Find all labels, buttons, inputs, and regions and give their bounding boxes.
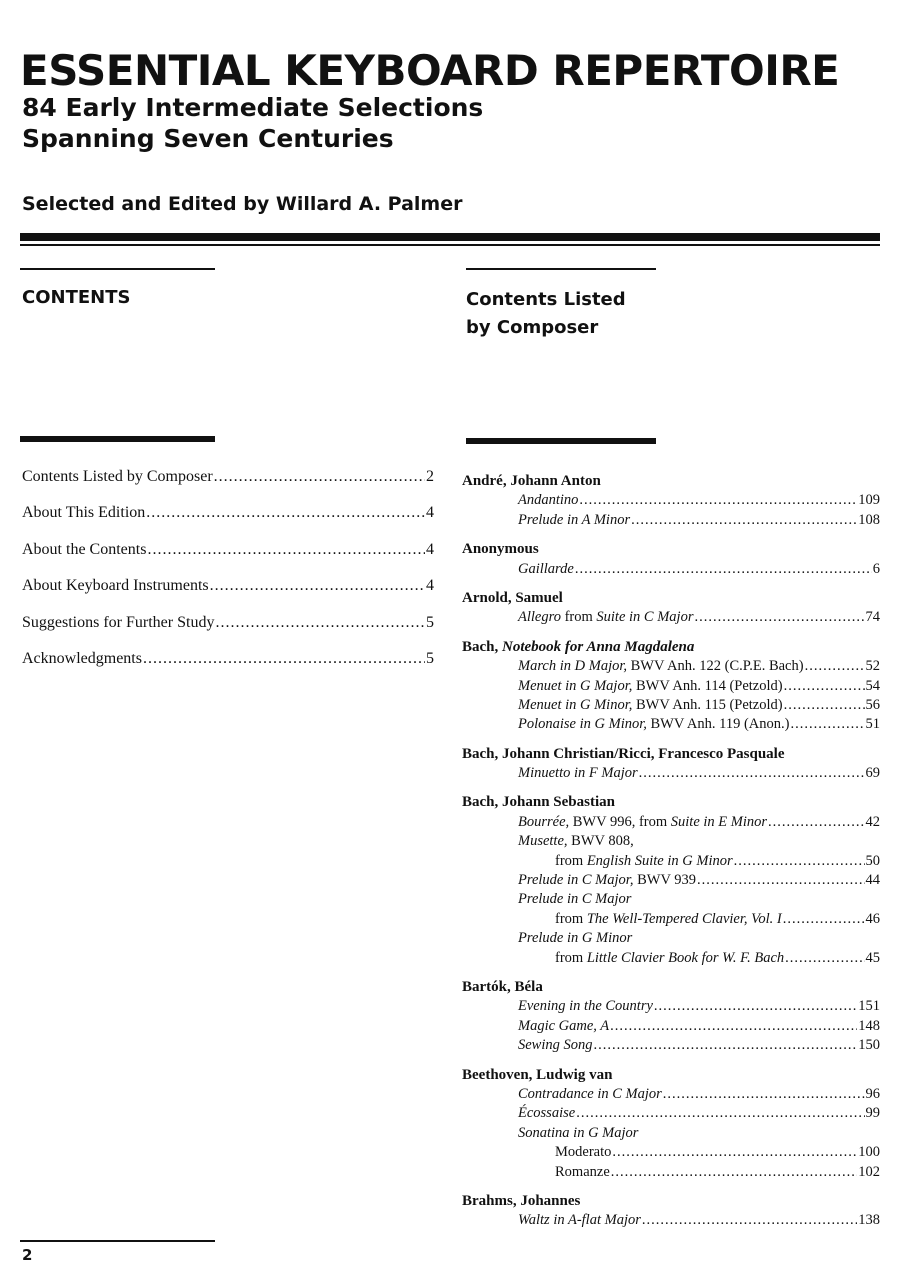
piece-italic: Little Clavier Book for W. F. Bach bbox=[586, 949, 785, 966]
composer-name-italic: Notebook for Anna Magdalena bbox=[502, 638, 695, 655]
leader-dots bbox=[210, 577, 425, 595]
book-subtitle-line1: 84 Early Intermediate Selections bbox=[22, 93, 484, 122]
piece-entry bbox=[462, 832, 880, 851]
composer-heading-line1: Contents Listed bbox=[466, 289, 626, 310]
leader-dots bbox=[147, 541, 425, 559]
piece-text: BWV 939 bbox=[633, 872, 697, 889]
leader-dots bbox=[576, 1104, 864, 1123]
piece-entry bbox=[462, 949, 880, 968]
leader-dots bbox=[697, 871, 864, 890]
toc-item-label: Contents Listed by Composer bbox=[22, 468, 213, 485]
piece-page: 109 bbox=[858, 492, 880, 509]
leader-dots bbox=[594, 1036, 858, 1055]
piece-title bbox=[518, 890, 631, 909]
composer-name bbox=[462, 638, 880, 657]
composer-heading-line2: by Composer bbox=[466, 317, 599, 338]
toc-item-label: About Keyboard Instruments bbox=[22, 577, 209, 595]
editor-credit: Selected and Edited by Willard A. Palmer bbox=[22, 193, 463, 215]
piece-entry bbox=[462, 696, 880, 715]
toc-item bbox=[22, 577, 434, 613]
piece-text: BWV Anh. 122 (C.P.E. Bach) bbox=[627, 658, 804, 675]
leader-dots bbox=[783, 910, 865, 929]
piece-title bbox=[518, 832, 634, 851]
piece-title bbox=[518, 764, 638, 783]
piece-page: 102 bbox=[858, 1163, 880, 1180]
piece-italic: Sonatina in G Major bbox=[518, 1124, 639, 1141]
composer-name: Bach, Johann Christian/Ricci, Francesco Pasquale bbox=[462, 745, 785, 762]
leader-dots bbox=[610, 1017, 857, 1036]
group-gap bbox=[462, 783, 880, 793]
piece-entry bbox=[462, 764, 880, 783]
piece-italic: Prelude in C Major, bbox=[518, 872, 634, 889]
piece-italic: Suite in C Major bbox=[596, 609, 694, 626]
group-gap bbox=[462, 628, 880, 638]
piece-entry bbox=[462, 677, 880, 696]
piece-page: 138 bbox=[858, 1212, 880, 1229]
piece-title bbox=[555, 910, 782, 929]
piece-entry bbox=[462, 1085, 880, 1104]
composer-name-plain: Bach, bbox=[462, 638, 503, 655]
piece-italic: Sewing Song bbox=[518, 1037, 593, 1054]
piece-italic: Contradance in C Major bbox=[518, 1085, 662, 1102]
piece-entry bbox=[462, 608, 880, 627]
composer-list bbox=[462, 472, 880, 1231]
toc-item bbox=[22, 650, 434, 686]
book-subtitle-line2: Spanning Seven Centuries bbox=[22, 124, 394, 153]
piece-italic: Bourrée, bbox=[518, 813, 570, 830]
composer-bottom-rule bbox=[466, 438, 656, 444]
piece-italic: Menuet in G Minor, bbox=[518, 696, 633, 713]
piece-title bbox=[518, 813, 767, 832]
piece-title bbox=[518, 608, 693, 627]
group-gap bbox=[462, 1056, 880, 1066]
piece-italic: Prelude in A Minor bbox=[518, 511, 631, 528]
contents-top-rule bbox=[20, 268, 215, 270]
piece-italic: March in D Major, bbox=[518, 658, 628, 675]
piece-page: 99 bbox=[865, 1105, 880, 1122]
composer-name: Arnold, Samuel bbox=[462, 589, 563, 606]
composer-name: Beethoven, Ludwig van bbox=[462, 1066, 613, 1083]
piece-text: Romanze bbox=[555, 1163, 610, 1180]
leader-dots bbox=[215, 614, 425, 632]
piece-title bbox=[518, 657, 804, 676]
piece-text: from bbox=[560, 609, 597, 626]
piece-italic: Gaillarde bbox=[518, 560, 574, 577]
group-gap bbox=[462, 735, 880, 745]
piece-text: BWV Anh. 114 (Petzold) bbox=[632, 677, 783, 694]
composer-top-rule bbox=[466, 268, 656, 270]
piece-text: from bbox=[555, 852, 587, 869]
piece-italic: Evening in the Country bbox=[518, 998, 653, 1015]
piece-entry bbox=[462, 890, 880, 909]
group-gap bbox=[462, 579, 880, 589]
piece-text: BWV Anh. 119 (Anon.) bbox=[646, 716, 790, 733]
piece-page: 54 bbox=[865, 677, 880, 694]
piece-entry bbox=[462, 813, 880, 832]
contents-list bbox=[22, 468, 434, 686]
piece-title bbox=[518, 1017, 609, 1036]
piece-entry bbox=[462, 491, 880, 510]
piece-title bbox=[518, 1211, 641, 1230]
piece-italic: Prelude in C Major bbox=[518, 891, 632, 908]
piece-entry bbox=[462, 560, 880, 579]
piece-italic: English Suite in G Minor bbox=[586, 852, 733, 869]
toc-item bbox=[22, 541, 434, 577]
piece-page: 150 bbox=[858, 1037, 880, 1054]
piece-title bbox=[518, 560, 574, 579]
piece-italic: Allegro bbox=[518, 609, 561, 626]
piece-page: 50 bbox=[865, 852, 880, 869]
toc-item bbox=[22, 468, 434, 504]
piece-title bbox=[518, 1036, 593, 1055]
leader-dots bbox=[784, 677, 865, 696]
leader-dots bbox=[214, 468, 425, 486]
leader-dots bbox=[143, 650, 425, 668]
piece-entry bbox=[462, 511, 880, 530]
piece-entry bbox=[462, 1104, 880, 1123]
header-rule-thin bbox=[20, 244, 880, 246]
leader-dots bbox=[784, 696, 865, 715]
composer-name: Bach, Johann Sebastian bbox=[462, 794, 615, 811]
piece-italic: Minuetto in F Major bbox=[518, 765, 638, 782]
leader-dots bbox=[612, 1143, 857, 1162]
leader-dots bbox=[734, 852, 865, 871]
toc-item-page: 4 bbox=[426, 504, 434, 522]
contents-bottom-rule bbox=[20, 436, 215, 442]
piece-entry bbox=[462, 1163, 880, 1182]
piece-title bbox=[555, 1143, 611, 1162]
leader-dots bbox=[654, 997, 857, 1016]
piece-title bbox=[518, 715, 789, 734]
leader-dots bbox=[790, 715, 864, 734]
piece-title bbox=[555, 852, 733, 871]
piece-italic: Magic Game, A bbox=[518, 1017, 610, 1034]
leader-dots bbox=[642, 1211, 857, 1230]
piece-entry bbox=[462, 871, 880, 890]
piece-italic: Menuet in G Major, bbox=[518, 677, 633, 694]
toc-item bbox=[22, 504, 434, 540]
piece-italic: Musette, bbox=[518, 833, 568, 850]
piece-italic: Waltz in A-flat Major bbox=[518, 1212, 641, 1229]
piece-italic: Prelude in G Minor bbox=[518, 930, 633, 947]
piece-entry bbox=[462, 1124, 880, 1143]
piece-text: BWV 808, bbox=[567, 833, 634, 850]
toc-item-page: 4 bbox=[426, 540, 434, 558]
piece-text: from bbox=[555, 949, 587, 966]
piece-italic: The Well-Tempered Clavier, Vol. I bbox=[586, 910, 782, 927]
leader-dots bbox=[611, 1163, 857, 1182]
piece-page: 44 bbox=[865, 872, 880, 889]
piece-page: 51 bbox=[865, 716, 880, 733]
composer-name: Brahms, Johannes bbox=[462, 1192, 581, 1209]
toc-item bbox=[22, 614, 434, 650]
piece-page: 42 bbox=[865, 813, 880, 830]
piece-title bbox=[518, 491, 578, 510]
piece-entry bbox=[462, 715, 880, 734]
piece-page: 100 bbox=[858, 1144, 880, 1161]
leader-dots bbox=[631, 511, 857, 530]
footer-rule bbox=[20, 1240, 215, 1242]
toc-item-page: 5 bbox=[426, 613, 434, 631]
toc-item-page: 5 bbox=[426, 649, 434, 667]
book-title: ESSENTIAL KEYBOARD REPERTOIRE bbox=[20, 46, 840, 95]
composer-name: Anonymous bbox=[462, 541, 539, 558]
piece-page: 52 bbox=[865, 658, 880, 675]
toc-item-label: Suggestions for Further Study bbox=[22, 613, 215, 631]
piece-text: BWV 996, from bbox=[569, 813, 671, 830]
piece-text: from bbox=[555, 910, 587, 927]
piece-text: Moderato bbox=[555, 1144, 612, 1161]
piece-page: 56 bbox=[865, 696, 880, 713]
toc-item-label: About This Edition bbox=[22, 504, 146, 522]
piece-page: 108 bbox=[858, 511, 880, 528]
leader-dots bbox=[805, 657, 865, 676]
leader-dots bbox=[663, 1085, 865, 1104]
piece-page: 45 bbox=[865, 949, 880, 966]
piece-entry bbox=[462, 929, 880, 948]
group-gap bbox=[462, 530, 880, 540]
piece-title bbox=[555, 1163, 610, 1182]
piece-page: 69 bbox=[865, 765, 880, 782]
piece-italic: Andantino bbox=[518, 492, 579, 509]
piece-entry bbox=[462, 1036, 880, 1055]
contents-heading: CONTENTS bbox=[22, 287, 131, 308]
piece-entry bbox=[462, 1211, 880, 1230]
piece-title bbox=[518, 1124, 638, 1143]
toc-item-page: 2 bbox=[426, 468, 434, 485]
group-gap bbox=[462, 968, 880, 978]
piece-entry bbox=[462, 1017, 880, 1036]
piece-page: 148 bbox=[858, 1017, 880, 1034]
piece-title bbox=[518, 696, 783, 715]
piece-text: BWV Anh. 115 (Petzold) bbox=[632, 696, 783, 713]
piece-title bbox=[555, 949, 784, 968]
leader-dots bbox=[639, 764, 865, 783]
leader-dots bbox=[575, 560, 872, 579]
leader-dots bbox=[768, 813, 864, 832]
toc-item-label: Acknowledgments bbox=[22, 649, 142, 667]
piece-title bbox=[518, 929, 632, 948]
leader-dots bbox=[785, 949, 864, 968]
composer-name: Bartók, Béla bbox=[462, 978, 543, 995]
group-gap bbox=[462, 1182, 880, 1192]
piece-italic: Écossaise bbox=[518, 1105, 576, 1122]
piece-page: 96 bbox=[865, 1085, 880, 1102]
header-rule-thick bbox=[20, 233, 880, 241]
piece-title bbox=[518, 871, 696, 890]
piece-title bbox=[518, 511, 630, 530]
page-number: 2 bbox=[22, 1246, 33, 1264]
piece-title bbox=[518, 997, 653, 1016]
piece-title bbox=[518, 1085, 662, 1104]
piece-page: 151 bbox=[858, 998, 880, 1015]
piece-page: 6 bbox=[872, 560, 880, 577]
piece-page: 74 bbox=[865, 609, 880, 626]
piece-entry bbox=[462, 852, 880, 871]
toc-item-label: About the Contents bbox=[22, 540, 147, 558]
piece-entry bbox=[462, 910, 880, 929]
piece-title bbox=[518, 677, 783, 696]
piece-italic: Suite in E Minor bbox=[670, 813, 768, 830]
toc-item-page: 4 bbox=[426, 577, 434, 595]
leader-dots bbox=[579, 491, 857, 510]
piece-entry bbox=[462, 1143, 880, 1162]
piece-page: 46 bbox=[865, 910, 880, 927]
piece-entry bbox=[462, 657, 880, 676]
leader-dots bbox=[694, 608, 864, 627]
leader-dots bbox=[146, 504, 425, 522]
piece-italic: Polonaise in G Minor, bbox=[518, 716, 647, 733]
piece-title bbox=[518, 1104, 575, 1123]
composer-name: André, Johann Anton bbox=[462, 473, 601, 489]
piece-entry bbox=[462, 997, 880, 1016]
